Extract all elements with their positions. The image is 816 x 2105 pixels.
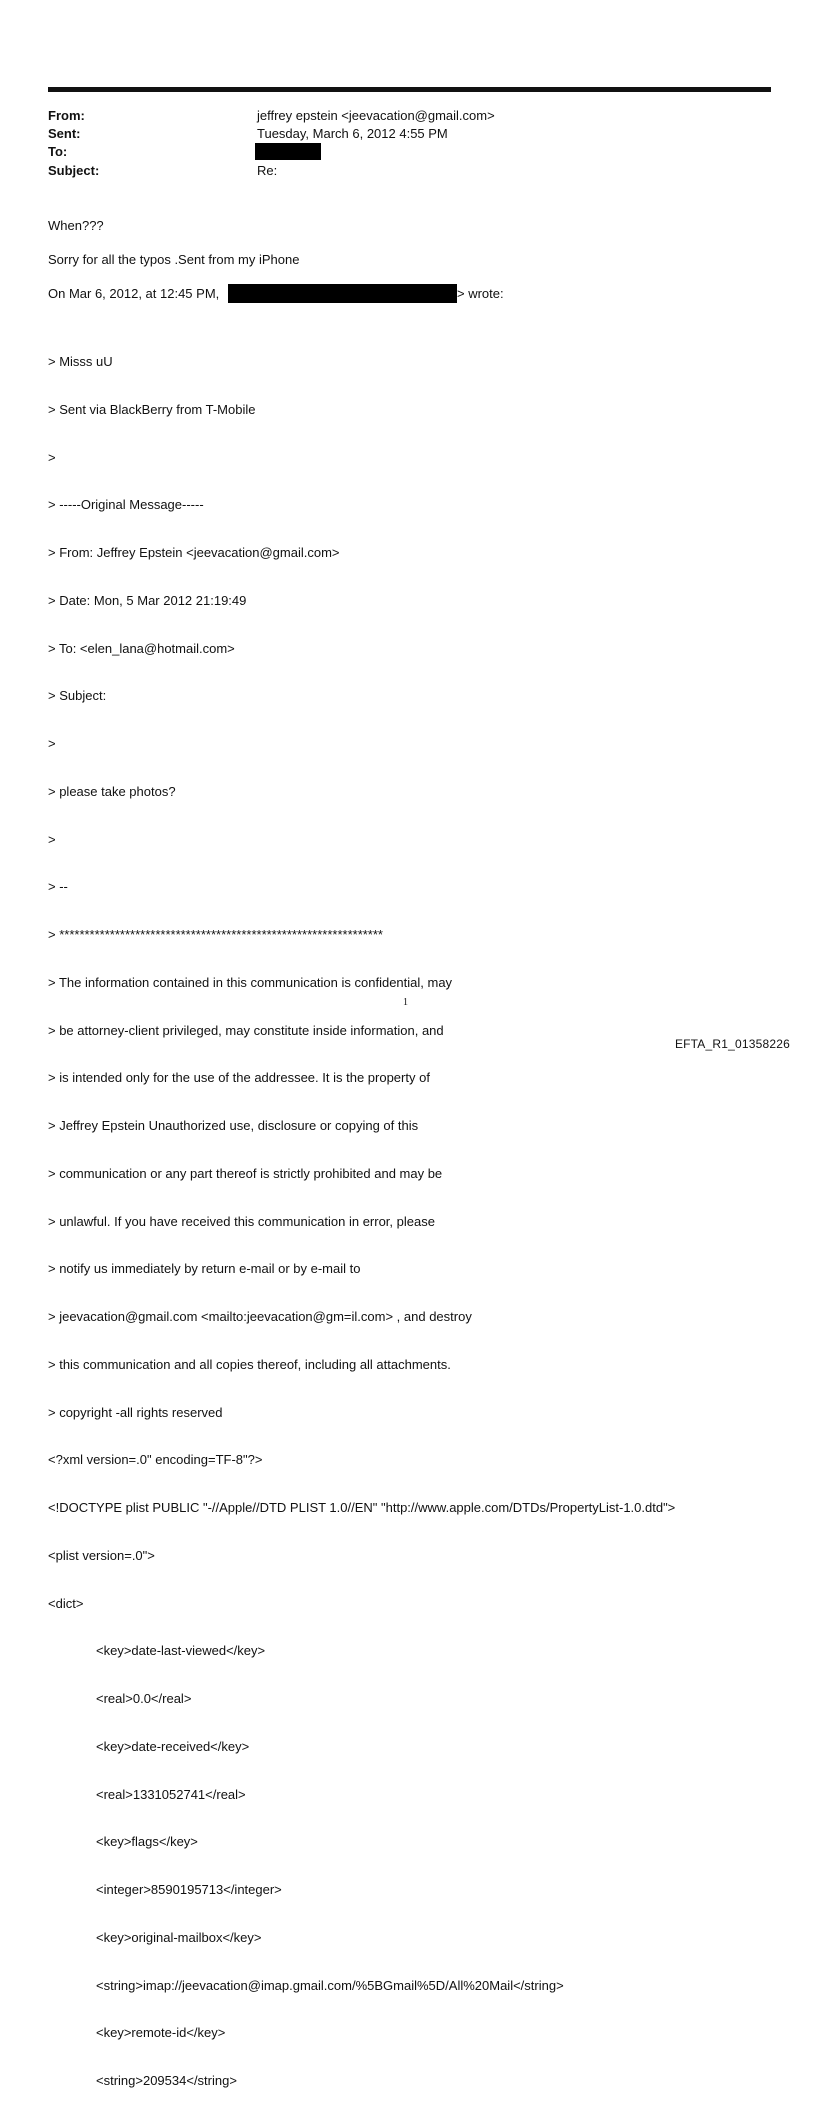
message-line-when: When??? <box>48 218 104 233</box>
quoted-line: > please take photos? <box>48 783 176 799</box>
quoted-line: > is intended only for the use of the addressee. It is the property of <box>48 1070 430 1086</box>
quoted-line: > Subject: <box>48 688 107 704</box>
quoted-line: <?xml version=.0" encoding=TF-8"?> <box>48 1452 263 1468</box>
plist-line: <key>date-last-viewed</key> <box>96 1643 266 1659</box>
quoted-line: > **************************************************************** <box>48 927 383 942</box>
header-rule <box>48 87 771 92</box>
quoted-line: > be attorney-client privileged, may constitute inside information, and <box>48 1022 444 1038</box>
quoted-line: > this communication and all copies thereof, including all attachments. <box>48 1356 451 1372</box>
sent-label: Sent: <box>48 126 81 141</box>
plist-line: <string>209534</string> <box>96 2073 237 2088</box>
quoted-line: > Date: Mon, 5 Mar 2012 21:19:49 <box>48 592 247 608</box>
quoted-line: <!DOCTYPE plist PUBLIC "-//Apple//DTD PLIST 1.0//EN" "http://www.apple.com/DTDs/PropertyList-1.0.dtd"> <box>48 1500 676 1515</box>
on-date-prefix: On Mar 6, 2012, at 12:45 PM, <box>48 286 220 301</box>
redaction-to <box>255 143 321 160</box>
quoted-line: > -- <box>48 879 68 895</box>
to-label: To: <box>48 144 68 159</box>
quoted-line: > jeevacation@gmail.com <mailto:jeevacation@gm=il.com> , and destroy <box>48 1309 472 1324</box>
quoted-line: > communication or any part thereof is strictly prohibited and may be <box>48 1165 443 1181</box>
plist-line: <string>imap://jeevacation@imap.gmail.com/%5BGmail%5D/All%20Mail</string> <box>96 1977 564 1993</box>
email-header <box>48 107 648 187</box>
plist-line: <real>1331052741</real> <box>96 1786 246 1802</box>
quoted-line: > unlawful. If you have received this communication in error, please <box>48 1213 435 1229</box>
quoted-line: > Sent via BlackBerry from T-Mobile <box>48 401 256 417</box>
quoted-message <box>48 323 675 2105</box>
subject-value: Re: <box>257 163 278 178</box>
quoted-line: <plist version=.0"> <box>48 1547 155 1563</box>
sent-value: Tuesday, March 6, 2012 4:55 PM <box>257 126 448 141</box>
on-date-suffix: > wrote: <box>457 286 504 301</box>
quoted-line: > To: <elen_lana@hotmail.com> <box>48 640 235 656</box>
document-id: EFTA_R1_01358226 <box>674 1037 790 1051</box>
plist-line: <key>remote-id</key> <box>96 2025 226 2041</box>
message-line-sorry: Sorry for all the typos .Sent from my iPhone <box>48 252 300 267</box>
quoted-line: > <box>48 449 56 465</box>
plist-line: <real>0.0</real> <box>96 1691 192 1706</box>
plist-line: <integer>8590195713</integer> <box>96 1882 282 1897</box>
quoted-line: > notify us immediately by return e-mail or by e-mail to <box>48 1261 361 1277</box>
quoted-line: > From: Jeffrey Epstein <jeevacation@gmail.com> <box>48 545 340 560</box>
quoted-line: > The information contained in this communication is confidential, may <box>48 974 453 990</box>
quoted-line: > copyright -all rights reserved <box>48 1404 223 1420</box>
plist-line: <key>original-mailbox</key> <box>96 1929 262 1945</box>
quoted-line: > Jeffrey Epstein Unauthorized use, disclosure or copying of this <box>48 1118 419 1133</box>
plist-line: <key>date-received</key> <box>96 1738 250 1754</box>
quoted-line: > <box>48 831 56 847</box>
plist-line: <key>flags</key> <box>96 1834 198 1850</box>
from-value: jeffrey epstein <jeevacation@gmail.com> <box>257 108 495 123</box>
quoted-line: > <box>48 736 56 751</box>
from-label: From: <box>48 108 85 123</box>
page-number: 1 <box>403 997 408 1008</box>
quoted-line: <dict> <box>48 1595 84 1611</box>
quoted-line: > -----Original Message----- <box>48 497 204 513</box>
quoted-line: > Misss uU <box>48 354 113 369</box>
subject-label: Subject: <box>48 163 100 178</box>
redaction-sender <box>228 284 457 303</box>
